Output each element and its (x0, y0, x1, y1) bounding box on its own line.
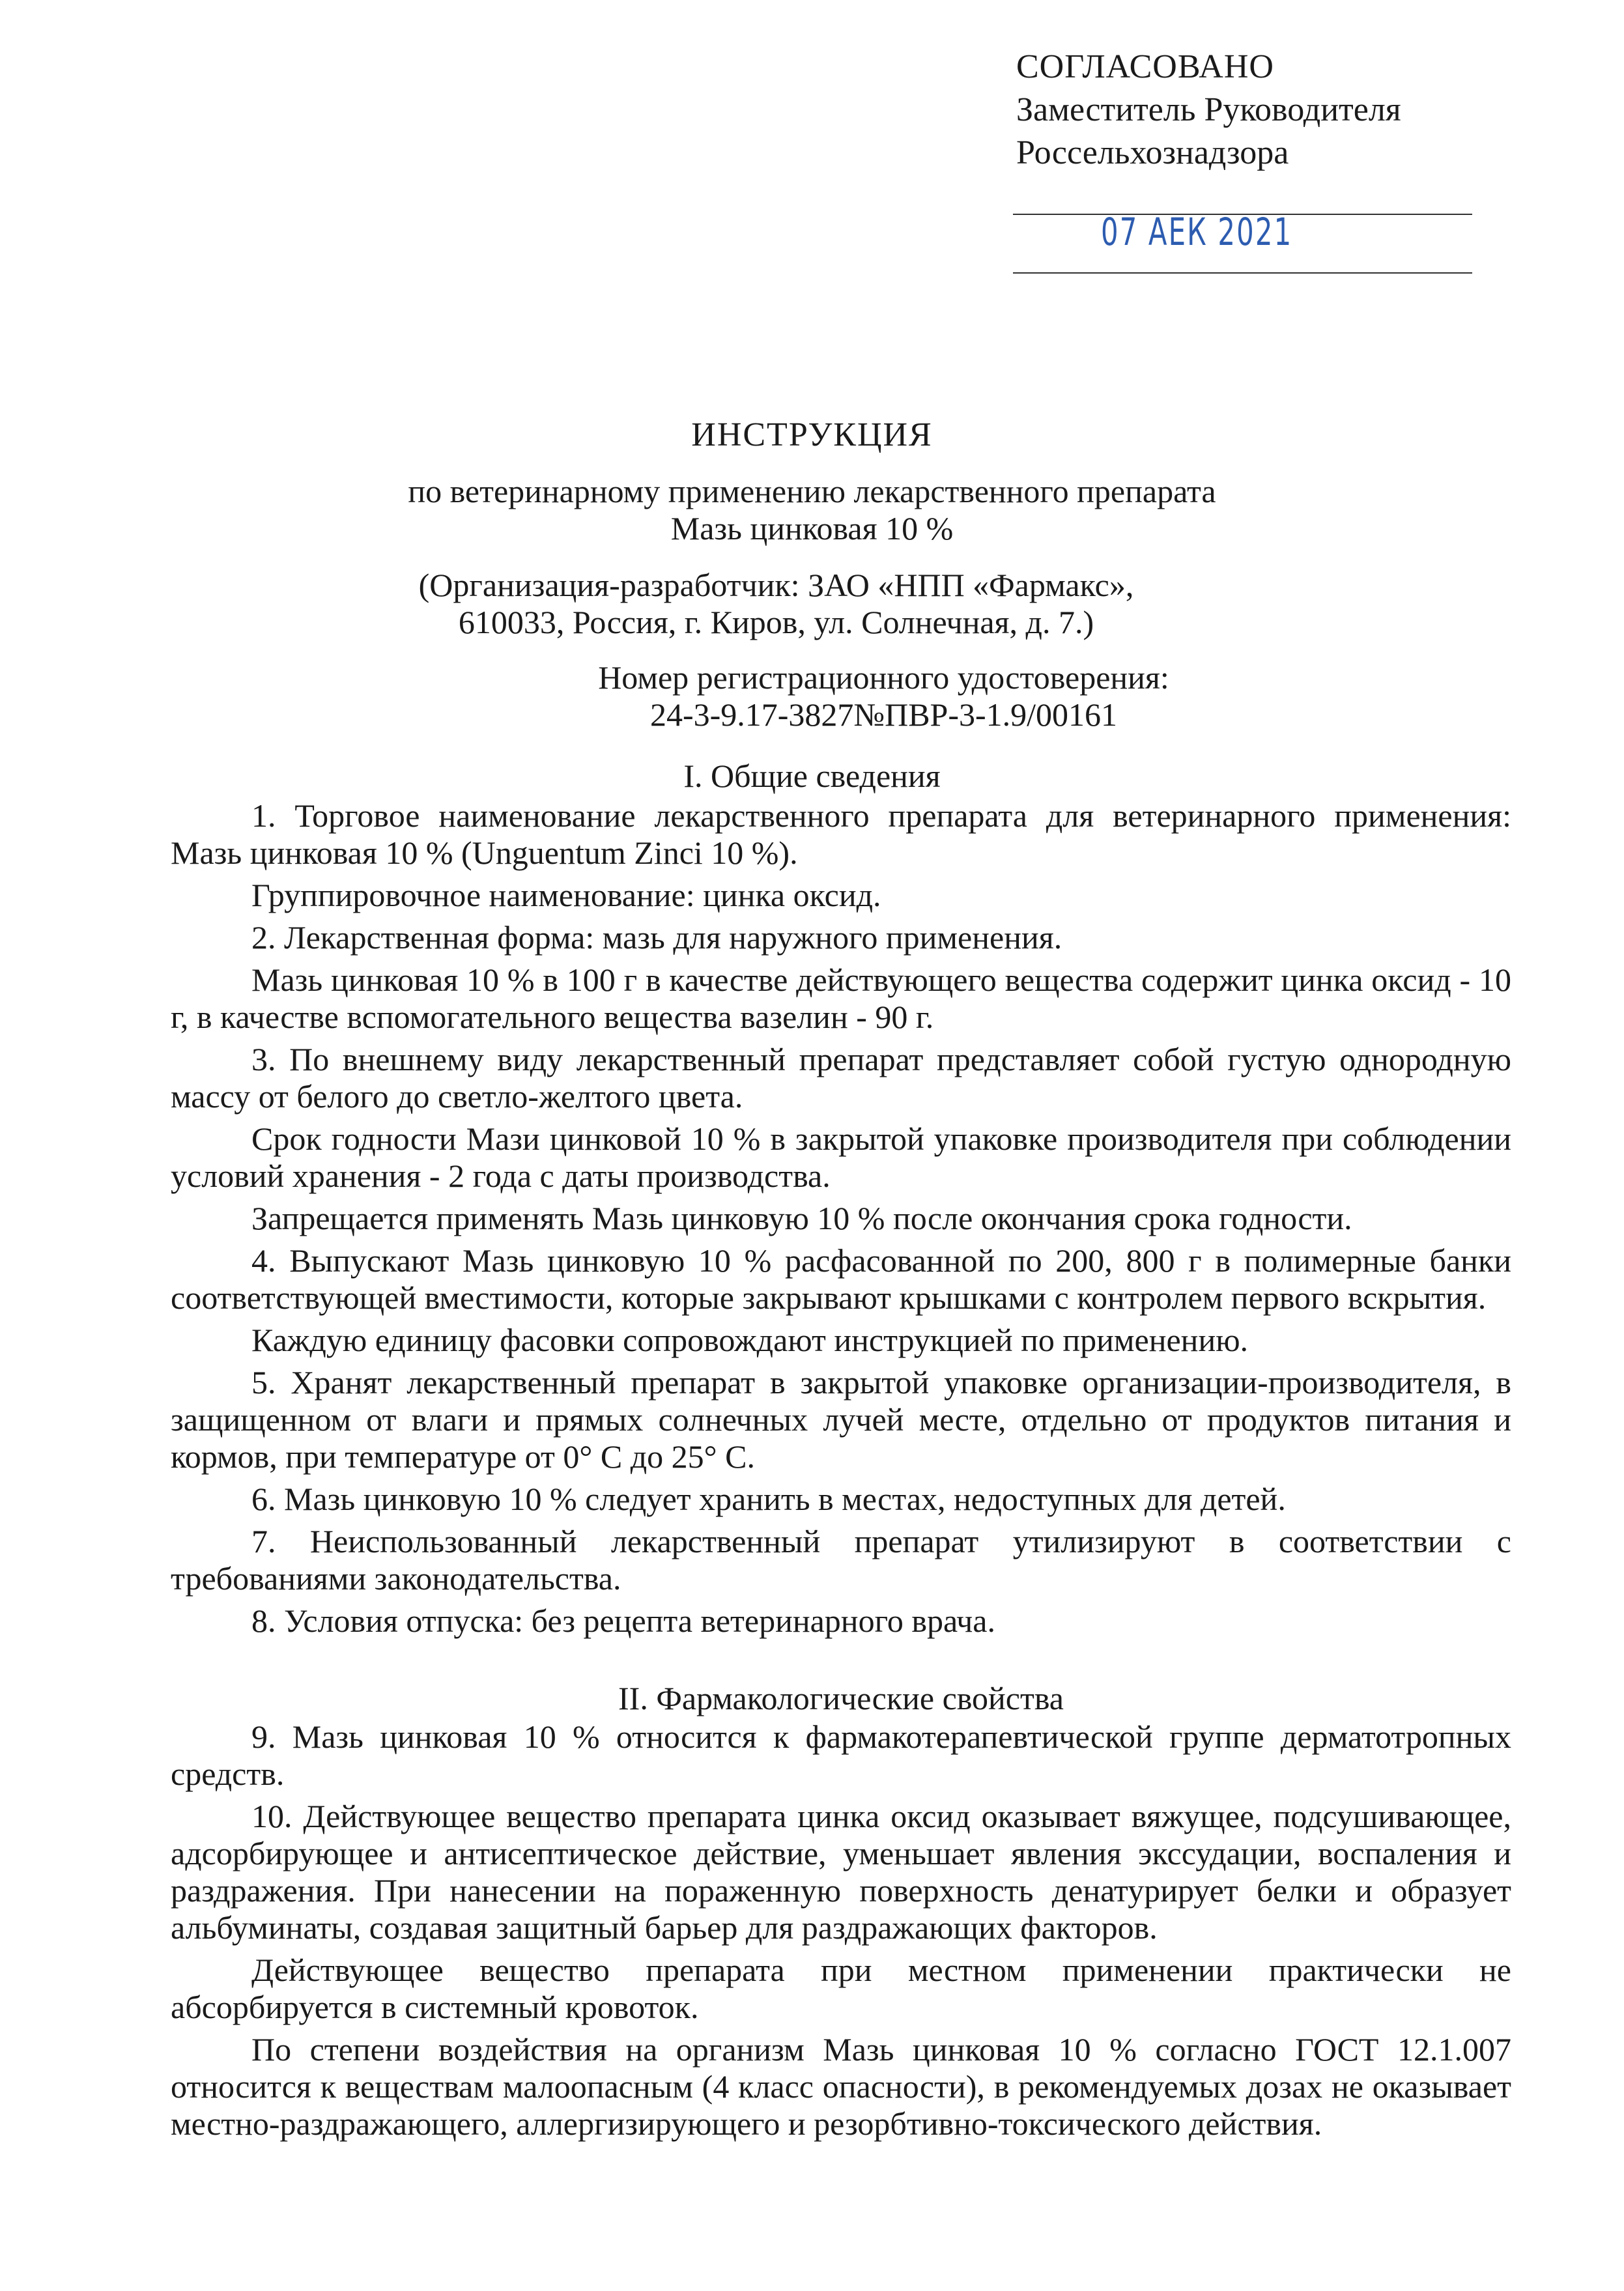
subtitle-line-1: по ветеринарному применению лекарственного препарата (408, 473, 1216, 509)
approval-position: Заместитель Руководителя (1016, 91, 1401, 128)
registration-label: Номер регистрационного удостоверения: (598, 659, 1169, 696)
approval-organization: Россельхознадзора (1016, 134, 1289, 171)
paragraph: 4. Выпускают Мазь цинковую 10 % расфасованной по 200, 800 г в полимерные банки соответствующей вместимости, которые закрывают крышками с контролем первого вскрытия. (171, 1242, 1511, 1316)
registration-info (72, 659, 1624, 733)
developer-line-1: (Организация-разработчик: ЗАО «НПП «Фармакс», (418, 567, 1134, 603)
paragraph: Группировочное наименование: цинка оксид. (251, 877, 881, 913)
developer-line-2: 610033, Россия, г. Киров, ул. Солнечная, д. 7.) (458, 604, 1094, 640)
registration-number: 24-3-9.17-3827№ПВР-3-1.9/00161 (649, 696, 1118, 733)
paragraph: 3. По внешнему виду лекарственный препарат представляет собой густую однородную массу от белого до светло-желтого цвета. (171, 1041, 1511, 1115)
paragraph: 1. Торговое наименование лекарственного препарата для ветеринарного применения: Мазь цинковая 10 % (Unguentum Zinci 10 %). (171, 797, 1511, 871)
approval-block (1016, 46, 1472, 175)
paragraph: Срок годности Мази цинковой 10 % в закрытой упаковке производителя при соблюдении условий хранения - 2 года с даты производства. (171, 1120, 1511, 1194)
paragraph: 8. Условия отпуска: без рецепта ветеринарного врача. (251, 1602, 995, 1639)
subtitle-line-2: Мазь цинковая 10 % (670, 510, 954, 547)
document-title: ИНСТРУКЦИЯ (691, 416, 933, 453)
paragraph: 2. Лекарственная форма: мазь для наружного применения. (251, 919, 1062, 956)
paragraph: Действующее вещество препарата при местном применении практически не абсорбируется в системный кровоток. (171, 1952, 1511, 2025)
paragraph: 9. Мазь цинковая 10 % относится к фармакотерапевтической группе дерматотропных средств. (171, 1718, 1511, 1792)
paragraph: 5. Хранят лекарственный препарат в закрытой упаковке организации-производителя, в защищенном от влаги и прямых солнечных лучей месте, отдельно от продуктов питания и кормов, при температуре от 0° С до 25° С. (171, 1364, 1511, 1475)
paragraph: 10. Действующее вещество препарата цинка оксид оказывает вяжущее, подсушивающее, адсорбирующее и антисептическое действие, уменьшает явления экссудации, воспаления и раздражения. При нанесении на пораженную поверхность денатурирует белки и образует альбуминаты, создавая защитный барьер для раздражающих факторов. (171, 1798, 1511, 1946)
date-stamp: 07 АЕК 2021 (1101, 210, 1293, 254)
date-line (1013, 272, 1472, 274)
document-body (171, 797, 1511, 2142)
section-1-heading: I. Общие сведения (683, 758, 941, 794)
paragraph: По степени воздействия на организм Мазь цинковая 10 % согласно ГОСТ 12.1.007 относится к веществам малоопасным (4 класс опасности), в рекомендуемых дозах не оказывает местно-раздражающего, аллергизирующего и резорбтивно-токсического действия. (171, 2031, 1511, 2142)
paragraph: Мазь цинковая 10 % в 100 г в качестве действующего вещества содержит цинка оксид - 10 г, в качестве вспомогательного вещества вазелин - 90 г. (171, 961, 1511, 1035)
approval-title: СОГЛАСОВАНО (1016, 48, 1274, 85)
paragraph: 6. Мазь цинковую 10 % следует хранить в местах, недоступных для детей. (251, 1481, 1286, 1517)
document-subtitle (0, 473, 1624, 547)
section-2-heading: II. Фармакологические свойства (618, 1680, 1064, 1716)
paragraph: 7. Неиспользованный лекарственный препарат утилизируют в соответствии с требованиями законодательства. (171, 1523, 1511, 1597)
paragraph: Запрещается применять Мазь цинковую 10 % после окончания срока годности. (251, 1200, 1352, 1236)
developer-info (0, 567, 1588, 641)
paragraph: Каждую единицу фасовки сопровождают инструкцией по применению. (251, 1322, 1249, 1358)
